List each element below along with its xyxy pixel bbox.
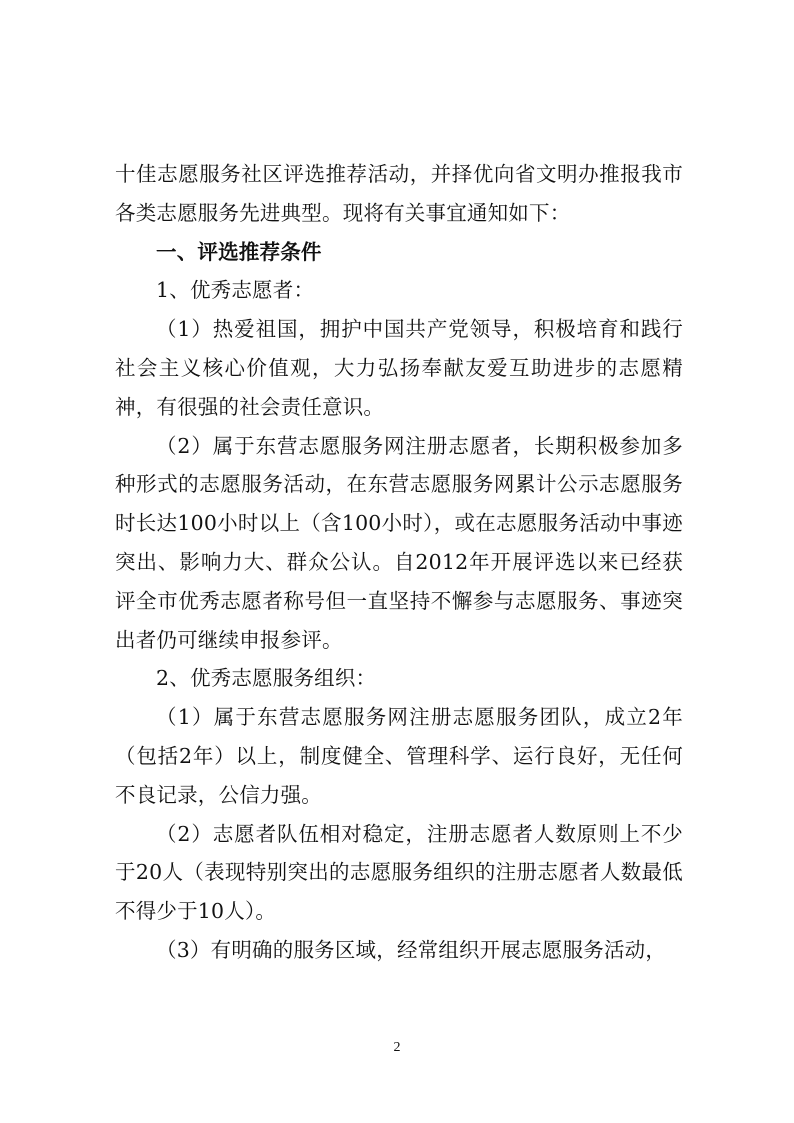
paragraph-intro: 十佳志愿服务社区评选推荐活动，并择优向省文明办推报我市各类志愿服务先进典型。现将有关事宜通知如下： (115, 162, 683, 225)
subheading-outstanding-organizations: 2、优秀志愿服务组织： (156, 666, 377, 691)
paragraph-volunteer-criterion-1: （1）热爱祖国，拥护中国共产党领导，积极培育和践行社会主义核心价值观，大力弘扬奉献友爱互助进步的志愿精神，有很强的社会责任意识。 (115, 317, 683, 419)
paragraph-organization-criterion-3: （3）有明确的服务区域，经常组织开展志愿服务活动， (156, 937, 667, 962)
paragraph-volunteer-criterion-2: （2）属于东营志愿服务网注册志愿者，长期积极参加多种形式的志愿服务活动，在东营志愿服务网累计公示志愿服务时长达100小时以上（含100小时），或在志愿服务活动中事迹突出、影响力大、群众公认。自2012年开展评选以来已经获评全市优秀志愿者称号但一直坚持不懈参与志愿服务、事迹突出者仍可继续申报参评。 (115, 433, 683, 652)
document-body (115, 155, 683, 970)
page-number: 2 (393, 1040, 401, 1055)
paragraph-organization-criterion-1: （1）属于东营志愿服务网注册志愿服务团队，成立2年（包括2年）以上，制度健全、管理科学、运行良好，无任何不良记录，公信力强。 (115, 705, 683, 807)
subheading-outstanding-volunteers: 1、优秀志愿者： (156, 278, 315, 303)
paragraph-organization-criterion-2: （2）志愿者队伍相对稳定，注册志愿者人数原则上不少于20人（表现特别突出的志愿服务组织的注册志愿者人数最低不得少于10人）。 (115, 821, 683, 924)
section-heading-selection-criteria: 一、评选推荐条件 (156, 239, 322, 264)
